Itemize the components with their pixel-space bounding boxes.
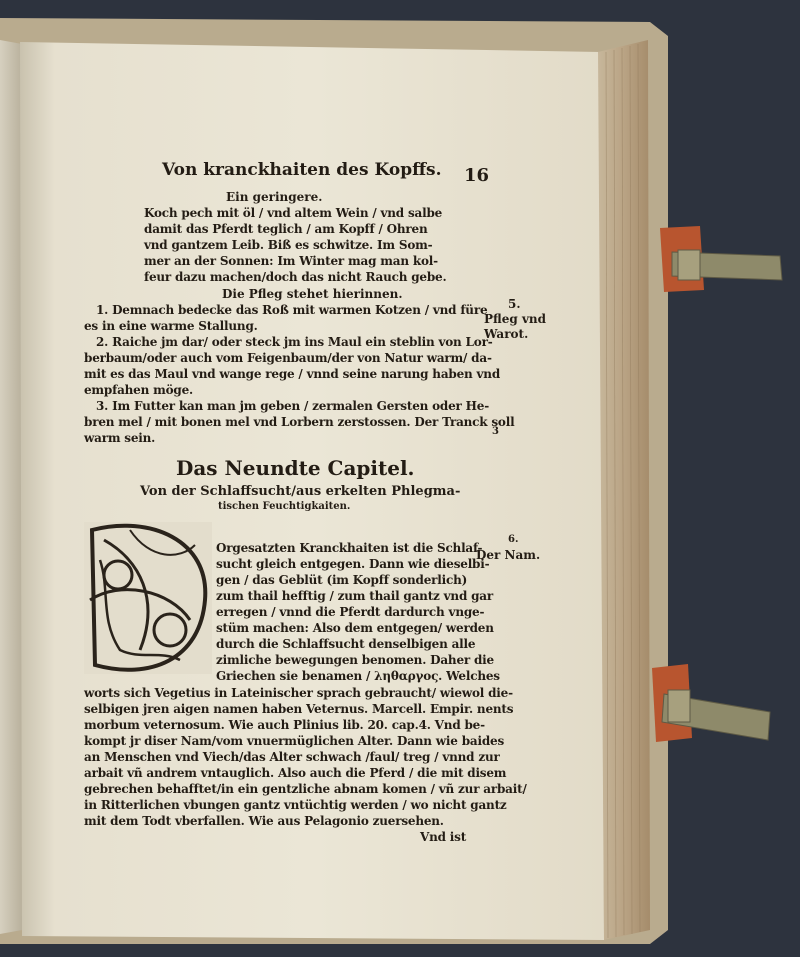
paragraph-line: arbait vñ andrem vntauglich. Also auch die Pferd / die mit disem bbox=[84, 766, 507, 780]
stray-mark: 3 bbox=[492, 426, 499, 437]
indented-line: Griechen sie benamen / ληθαργος. Welches bbox=[216, 669, 500, 683]
paragraph-line: an Menschen vnd Viech/das Alter schwach /faul/ treg / vnnd zur bbox=[84, 750, 500, 764]
indented-line: zum thail hefftig / zum thail gantz vnd gar bbox=[216, 589, 493, 603]
paragraph-line: selbigen jren aigen namen haben Veternus. Marcell. Empir. nents bbox=[84, 702, 514, 716]
left-page bbox=[0, 40, 22, 934]
page-number: 16 bbox=[464, 165, 490, 186]
indented-line: zimliche bewegungen benomen. Daher die bbox=[216, 653, 494, 667]
margin-note: Warot. bbox=[484, 327, 529, 341]
margin-note: Der Nam. bbox=[476, 548, 541, 562]
indented-line: Orgesatzten Kranckhaiten ist die Schlaf- bbox=[216, 541, 483, 555]
indented-line: erregen / vnnd die Pferdt dardurch vnge- bbox=[216, 605, 485, 619]
running-head: Von kranckhaiten des Kopffs. bbox=[162, 160, 442, 180]
margin-note: Pfleg vnd bbox=[484, 312, 547, 326]
subheading-pfleg: Die Pfleg stehet hierinnen. bbox=[222, 287, 403, 301]
margin-note-number: 5. bbox=[508, 297, 521, 311]
paragraph-line: worts sich Vegetius in Lateinischer sprach gebraucht/ wiewol die- bbox=[84, 686, 513, 700]
paragraph-line: in Ritterlichen vbungen gantz vntüchtig werden / wo nicht gantz bbox=[84, 798, 507, 812]
margin-note-number: 6. bbox=[508, 534, 519, 545]
chapter-title: Das Neundte Capitel. bbox=[176, 456, 415, 480]
paragraph-line: mit dem Todt vberfallen. Wie aus Pelagonio zuersehen. bbox=[84, 814, 444, 828]
chapter-subtitle-line2: tischen Feuchtigkaiten. bbox=[218, 501, 351, 512]
paragraph-line: Koch pech mit öl / vnd altem Wein / vnd salbe bbox=[144, 206, 443, 220]
paragraph-line: feur dazu machen/doch das nicht Rauch gebe. bbox=[144, 270, 447, 284]
numbered-line: 3. Im Futter kan man jm geben / zermalen Gersten oder He- bbox=[96, 399, 490, 413]
numbered-line: 2. Raiche jm dar/ oder steck jm ins Maul ein steblin von Lor- bbox=[96, 335, 493, 349]
subheading-ein-geringere: Ein geringere. bbox=[226, 190, 323, 204]
decorated-initial bbox=[84, 522, 212, 674]
numbered-line: warm sein. bbox=[84, 431, 156, 445]
indented-line: sucht gleich entgegen. Dann wie dieselbi- bbox=[216, 557, 490, 571]
paragraph-line: gebrechen behafftet/in ein gentzliche abnam komen / vñ zur arbait/ bbox=[84, 782, 527, 796]
numbered-line: bren mel / mit bonen mel vnd Lorbern zerstossen. Der Tranck soll bbox=[84, 415, 515, 429]
indented-line: stüm machen: Also dem entgegen/ werden bbox=[216, 621, 494, 635]
paragraph-line: vnd gantzem Leib. Biß es schwitze. Im Som- bbox=[144, 238, 433, 252]
numbered-line: empfahen möge. bbox=[84, 383, 194, 397]
indented-line: gen / das Geblüt (im Kopff sonderlich) bbox=[216, 573, 468, 587]
numbered-line: es in eine warme Stallung. bbox=[84, 319, 258, 333]
paragraph-line: morbum veternosum. Wie auch Plinius lib. 20. cap.4. Vnd be- bbox=[84, 718, 485, 732]
numbered-line: berbaum/oder auch vom Feigenbaum/der von Natur warm/ da- bbox=[84, 351, 492, 365]
catchword: Vnd ist bbox=[420, 830, 467, 844]
paragraph-line: kompt jr diser Nam/vom vnuermüglichen Alter. Dann wie baides bbox=[84, 734, 505, 748]
numbered-line: 1. Demnach bedecke das Roß mit warmen Kotzen / vnd füre bbox=[96, 303, 488, 317]
chapter-subtitle-line1: Von der Schlaffsucht/aus erkelten Phlegma- bbox=[140, 484, 461, 499]
indented-line: durch die Schlaffsucht denselbigen alle bbox=[216, 637, 476, 651]
numbered-line: mit es das Maul vnd wange rege / vnnd seine narung haben vnd bbox=[84, 367, 501, 381]
paragraph-line: mer an der Sonnen: Im Winter mag man kol- bbox=[144, 254, 438, 268]
paragraph-line: damit das Pferdt teglich / am Kopff / Ohren bbox=[144, 222, 428, 236]
